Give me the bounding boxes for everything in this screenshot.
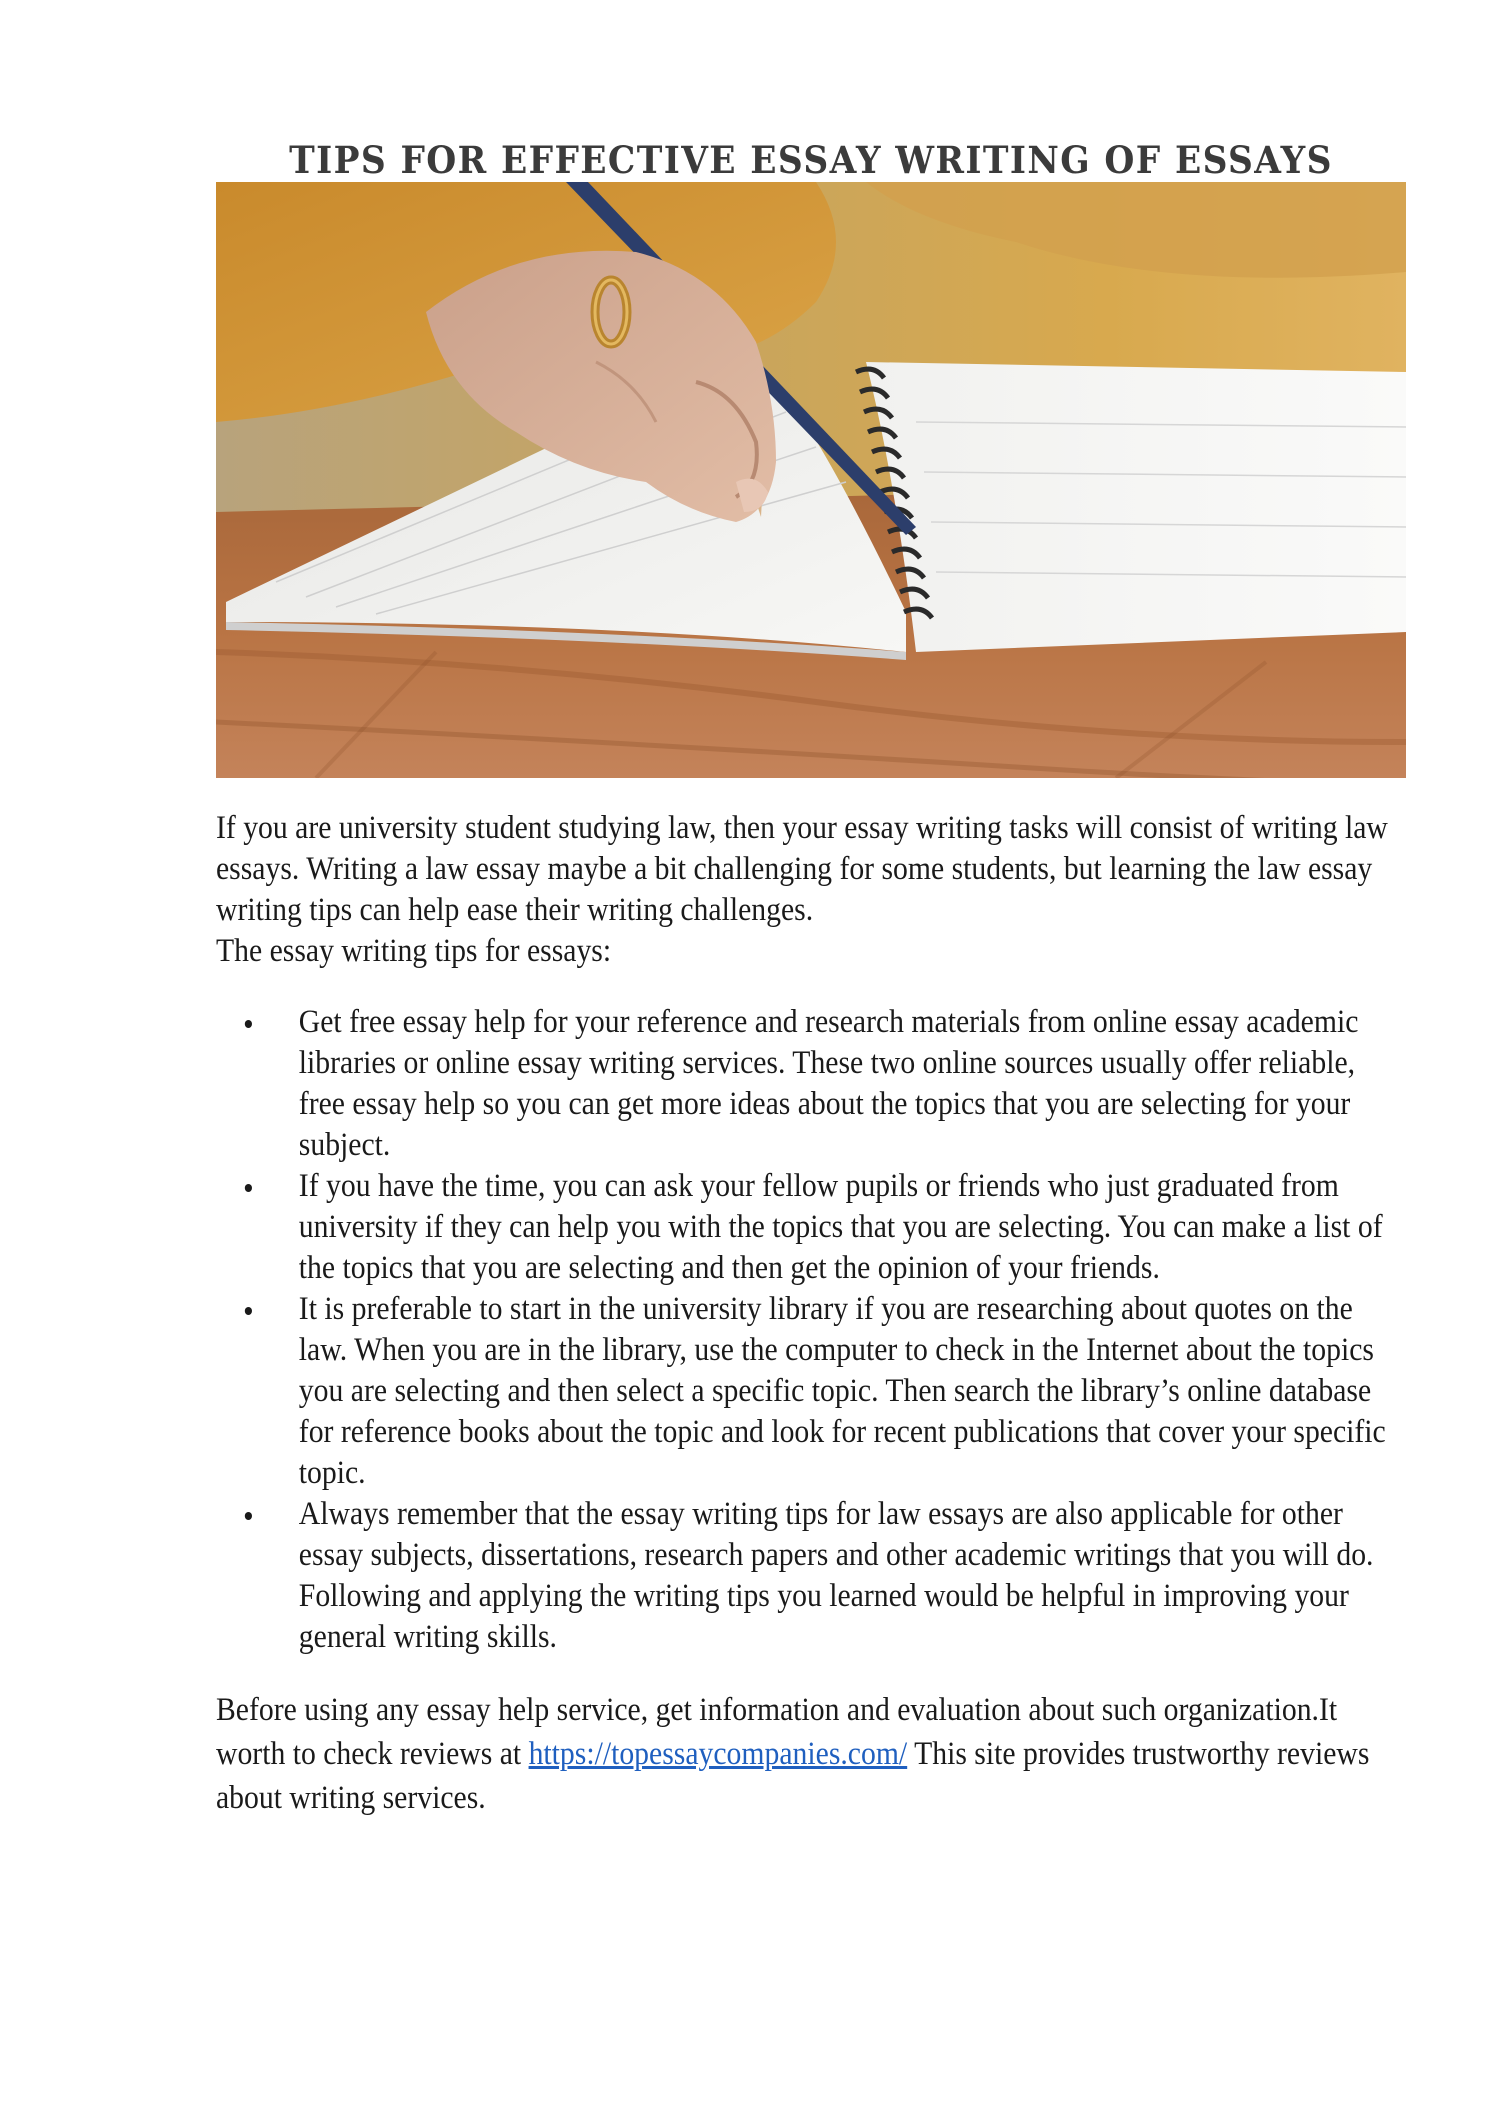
closing-text-after-link: This site provides trustworthy reviews about writing services. (216, 1736, 1370, 1816)
hand-writing-notebook-image (216, 182, 1406, 778)
tips-list (216, 1002, 1406, 1658)
intro-paragraph: If you are university student studying law, then your essay writing tasks will consist of writing law essays. Writing a law essay maybe a bit challenging for some students, but learning the law essay writing tips can help ease their writing challenges. (216, 810, 1388, 928)
closing-text-before-link: Before using any essay help service, get information and evaluation about such organization.It worth to check reviews at (216, 1692, 1338, 1772)
list-item: It is preferable to start in the university library if you are researching about quotes on the law. When you are in the library, use the computer to check in the Internet about the topics you are selecting and then select a specific topic. Then search the library’s online database for reference books about the topic and look for recent publications that cover your specific topic. (299, 1289, 1406, 1494)
reviews-site-link[interactable]: https://topessaycompanies.com/ (528, 1736, 908, 1772)
intro-section (216, 808, 1406, 972)
list-item: Get free essay help for your reference and research materials from online essay academic libraries or online essay writing services. These two online sources usually offer reliable, free essay help so you can get more ideas about the topics that you are selecting for your subject. (299, 1002, 1406, 1166)
closing-paragraph (216, 1688, 1406, 1820)
list-item: Always remember that the essay writing tips for law essays are also applicable for other essay subjects, dissertations, research papers and other academic writings that you will do. Following and applying the writing tips you learned would be helpful in improving your general writing skills. (299, 1494, 1406, 1658)
document-page (216, 138, 1406, 1820)
list-item: If you have the time, you can ask your fellow pupils or friends who just graduated from university if they can help you with the topics that you are selecting. You can make a list of the topics that you are selecting and then get the opinion of your friends. (299, 1166, 1406, 1289)
tips-heading: The essay writing tips for essays: (216, 933, 612, 969)
document-title: TIPS FOR EFFECTIVE ESSAY WRITING OF ESSAYS (289, 138, 1333, 182)
